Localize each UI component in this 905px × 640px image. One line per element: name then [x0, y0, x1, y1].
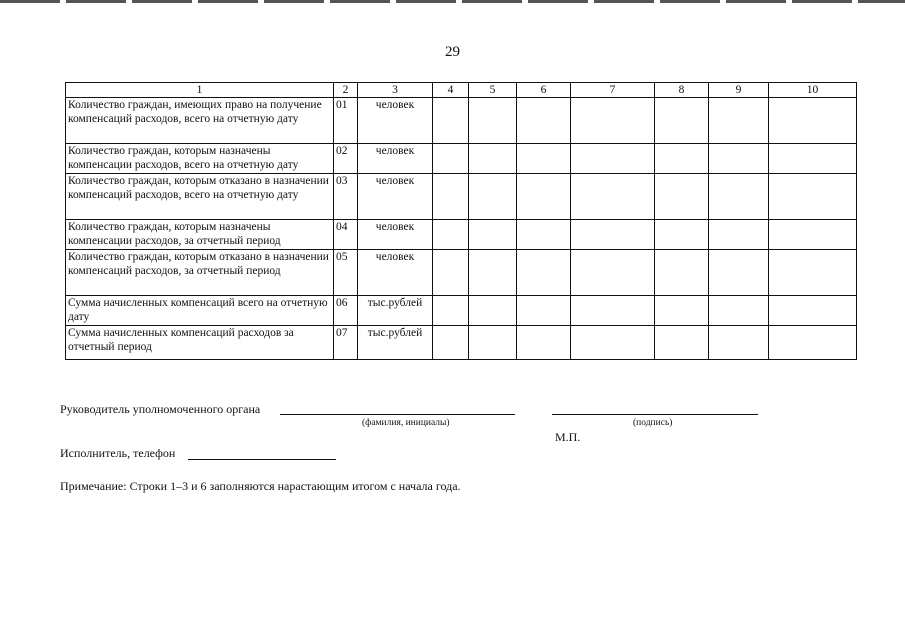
- table-row: [66, 250, 857, 296]
- data-cell[interactable]: [655, 144, 709, 174]
- data-cell[interactable]: [571, 296, 655, 326]
- data-cell[interactable]: [517, 326, 571, 360]
- data-cell[interactable]: [655, 250, 709, 296]
- data-cell[interactable]: [655, 220, 709, 250]
- table-row: [66, 98, 857, 144]
- row-unit: человек: [358, 144, 433, 174]
- data-cell[interactable]: [769, 296, 857, 326]
- data-cell[interactable]: [571, 326, 655, 360]
- data-cell[interactable]: [709, 296, 769, 326]
- data-cell[interactable]: [517, 296, 571, 326]
- head-label: Руководитель уполномоченного органа: [60, 402, 261, 416]
- name-line[interactable]: [280, 414, 515, 415]
- row-name: Количество граждан, которым назначены компенсации расходов, за отчетный период: [66, 220, 334, 250]
- row-name: Количество граждан, которым назначены компенсации расходов, всего на отчетную дату: [66, 144, 334, 174]
- data-cell[interactable]: [469, 144, 517, 174]
- table-row: [66, 144, 857, 174]
- row-name: Сумма начисленных компенсаций расходов за отчетный период: [66, 326, 334, 360]
- data-cell[interactable]: [517, 174, 571, 220]
- column-header: 2: [334, 83, 358, 98]
- data-cell[interactable]: [571, 144, 655, 174]
- data-cell[interactable]: [469, 174, 517, 220]
- row-name: Количество граждан, которым отказано в назначении компенсаций расходов, всего на отчетную дату: [66, 174, 334, 220]
- data-cell[interactable]: [709, 250, 769, 296]
- row-code: 01: [334, 98, 358, 144]
- row-name: Количество граждан, которым отказано в назначении компенсаций расходов, за отчетный период: [66, 250, 334, 296]
- top-border-line: [0, 0, 905, 3]
- data-cell[interactable]: [517, 98, 571, 144]
- data-cell[interactable]: [655, 296, 709, 326]
- data-cell[interactable]: [769, 326, 857, 360]
- table-header-row: [66, 83, 857, 98]
- row-code: 06: [334, 296, 358, 326]
- data-cell[interactable]: [433, 296, 469, 326]
- signature-line[interactable]: [552, 414, 758, 415]
- data-cell[interactable]: [709, 144, 769, 174]
- table-row: [66, 174, 857, 220]
- column-header: 4: [433, 83, 469, 98]
- column-header: 8: [655, 83, 709, 98]
- executor-label: Исполнитель, телефон: [60, 446, 176, 460]
- data-cell[interactable]: [769, 144, 857, 174]
- column-header: 10: [769, 83, 857, 98]
- signature-caption: (подпись): [633, 418, 673, 428]
- column-header: 5: [469, 83, 517, 98]
- column-header: 6: [517, 83, 571, 98]
- row-unit: человек: [358, 250, 433, 296]
- column-header: 1: [66, 83, 334, 98]
- report-table: [65, 82, 857, 360]
- data-cell[interactable]: [517, 250, 571, 296]
- row-code: 07: [334, 326, 358, 360]
- row-unit: человек: [358, 220, 433, 250]
- data-cell[interactable]: [709, 326, 769, 360]
- data-cell[interactable]: [469, 98, 517, 144]
- table-row: [66, 220, 857, 250]
- column-header: 3: [358, 83, 433, 98]
- data-cell[interactable]: [571, 174, 655, 220]
- row-code: 04: [334, 220, 358, 250]
- note: Примечание: Строки 1–3 и 6 заполняются нарастающим итогом с начала года.: [60, 479, 461, 493]
- data-cell[interactable]: [469, 326, 517, 360]
- page-number: 29: [445, 44, 460, 60]
- executor-line[interactable]: [188, 459, 336, 460]
- data-cell[interactable]: [655, 98, 709, 144]
- data-cell[interactable]: [433, 144, 469, 174]
- row-unit: тыс.рублей: [358, 296, 433, 326]
- row-unit: тыс.рублей: [358, 326, 433, 360]
- data-cell[interactable]: [571, 220, 655, 250]
- data-cell[interactable]: [517, 144, 571, 174]
- row-code: 02: [334, 144, 358, 174]
- data-cell[interactable]: [709, 174, 769, 220]
- data-cell[interactable]: [655, 174, 709, 220]
- data-cell[interactable]: [469, 250, 517, 296]
- column-header: 7: [571, 83, 655, 98]
- table-row: [66, 326, 857, 360]
- data-cell[interactable]: [769, 220, 857, 250]
- data-cell[interactable]: [433, 98, 469, 144]
- row-name: Количество граждан, имеющих право на получение компенсаций расходов, всего на отчетную дату: [66, 98, 334, 144]
- row-unit: человек: [358, 174, 433, 220]
- data-cell[interactable]: [433, 250, 469, 296]
- data-cell[interactable]: [769, 250, 857, 296]
- row-unit: человек: [358, 98, 433, 144]
- data-cell[interactable]: [433, 174, 469, 220]
- data-cell[interactable]: [517, 220, 571, 250]
- data-cell[interactable]: [655, 326, 709, 360]
- data-cell[interactable]: [469, 296, 517, 326]
- data-cell[interactable]: [709, 98, 769, 144]
- seal-label: М.П.: [555, 430, 581, 444]
- data-cell[interactable]: [433, 326, 469, 360]
- row-name: Сумма начисленных компенсаций всего на отчетную дату: [66, 296, 334, 326]
- data-cell[interactable]: [769, 174, 857, 220]
- data-cell[interactable]: [571, 98, 655, 144]
- row-code: 03: [334, 174, 358, 220]
- data-cell[interactable]: [433, 220, 469, 250]
- data-cell[interactable]: [469, 220, 517, 250]
- row-code: 05: [334, 250, 358, 296]
- data-cell[interactable]: [709, 220, 769, 250]
- data-cell[interactable]: [571, 250, 655, 296]
- table-row: [66, 296, 857, 326]
- name-caption: (фамилия, инициалы): [362, 418, 450, 428]
- data-cell[interactable]: [769, 98, 857, 144]
- column-header: 9: [709, 83, 769, 98]
